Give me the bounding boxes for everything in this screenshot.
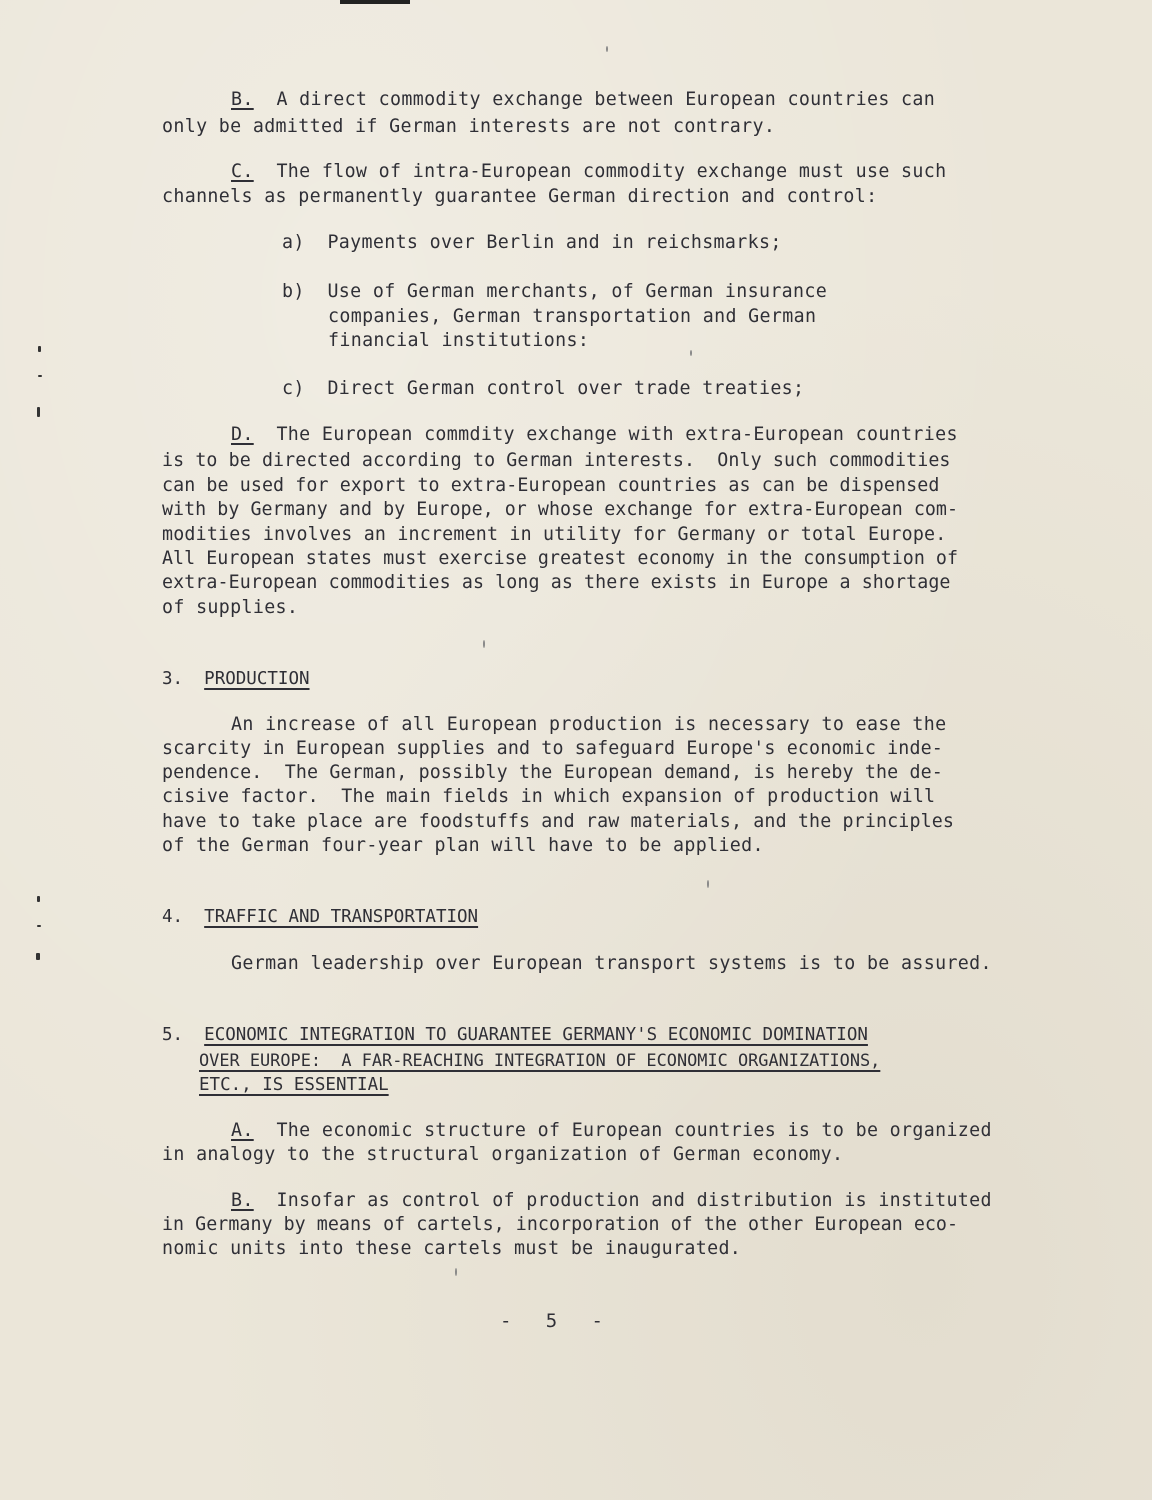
paper-speck xyxy=(690,350,692,356)
section-3-line: An increase of all European production is necessary to ease the xyxy=(231,714,947,735)
para-a-marker: A. xyxy=(231,1120,254,1141)
section-3-heading xyxy=(162,667,310,691)
list-item-a xyxy=(282,231,782,255)
section-4-line: German leadership over European transport systems is to be assured. xyxy=(231,953,992,974)
para-d-line: of supplies. xyxy=(162,597,299,618)
section-5-heading-line xyxy=(199,1048,880,1072)
para-c-line: channels as permanently guarantee German direction and control: xyxy=(162,186,878,207)
top-edge-mark xyxy=(340,0,410,4)
list-item-marker: c) xyxy=(282,378,305,399)
section-4-heading xyxy=(162,905,478,929)
list-item-b-continuation: financial institutions: xyxy=(328,330,590,351)
section-3-line: of the German four-year plan will have to be applied. xyxy=(162,835,764,856)
para-d-line: can be used for export to extra-European countries as can be dispensed xyxy=(162,475,940,496)
paper-speck xyxy=(707,880,709,888)
list-item-c xyxy=(282,377,804,401)
margin-mark xyxy=(38,346,41,352)
section-5-para-b-line: nomic units into these cartels must be inaugurated. xyxy=(162,1238,742,1259)
margin-mark xyxy=(37,925,41,927)
page-number: - 5 - xyxy=(500,1310,603,1332)
section-5-heading xyxy=(162,1023,868,1047)
section-number: 3. xyxy=(162,669,184,689)
section-3-line: have to take place are foodstuffs and raw materials, and the principles xyxy=(162,811,955,832)
section-title: OVER EUROPE: A FAR-REACHING INTEGRATION OF ECONOMIC ORGANIZATIONS, xyxy=(199,1050,881,1070)
list-item-text: Payments over Berlin and in reichsmarks; xyxy=(327,232,782,253)
margin-mark xyxy=(38,375,42,377)
para-b-marker: B. xyxy=(231,89,254,110)
list-item-text: Use of German merchants, of German insurance xyxy=(327,281,828,302)
list-item-marker: a) xyxy=(282,232,305,253)
section-number: 4. xyxy=(162,907,184,927)
section-3-line: pendence. The German, possibly the European demand, is hereby the de- xyxy=(162,762,943,783)
paper-speck xyxy=(606,46,608,52)
para-d-line: is to be directed according to German interests. Only such commodities xyxy=(162,450,951,471)
section-3-line: scarcity in European supplies and to safeguard Europe's economic inde- xyxy=(162,738,943,759)
section-title: PRODUCTION xyxy=(204,669,310,689)
margin-mark xyxy=(37,407,40,417)
para-d-line: All European states must exercise greatest economy in the consumption of xyxy=(162,548,959,569)
section-title: ETC., IS ESSENTIAL xyxy=(199,1075,389,1095)
para-c-line xyxy=(231,160,946,184)
para-a-text: The economic structure of European countries is to be organized xyxy=(276,1120,992,1141)
margin-mark xyxy=(36,953,40,960)
list-item-b-continuation: companies, German transportation and German xyxy=(328,306,817,327)
para-c-text: The flow of intra-European commodity exchange must use such xyxy=(276,161,947,182)
para-d-line: extra-European commodities as long as there exists in Europe a shortage xyxy=(162,572,951,593)
section-5-para-b-line xyxy=(231,1189,992,1213)
para-d-text: The European commdity exchange with extra-European countries xyxy=(276,424,958,445)
margin-mark xyxy=(37,896,40,902)
para-d-marker: D. xyxy=(231,424,254,445)
list-item-b xyxy=(282,280,827,304)
section-title: ECONOMIC INTEGRATION TO GUARANTEE GERMANY'S ECONOMIC DOMINATION xyxy=(204,1025,868,1045)
para-d-line: modities involves an increment in utility for Germany or total Europe. xyxy=(162,524,947,545)
para-d-line xyxy=(231,423,958,447)
para-d-line: with by Germany and by Europe, or whose exchange for extra-European com- xyxy=(162,499,959,520)
section-5-heading-line xyxy=(199,1073,389,1097)
paper-speck xyxy=(483,640,485,648)
para-b-line xyxy=(231,88,935,112)
para-b-line: only be admitted if German interests are not contrary. xyxy=(162,116,776,137)
section-5-para-b-line: in Germany by means of cartels, incorporation of the other European eco- xyxy=(162,1214,959,1235)
para-c-marker: C. xyxy=(231,161,254,182)
para-b-marker: B. xyxy=(231,1190,254,1211)
section-number: 5. xyxy=(162,1025,184,1045)
section-5-para-a-line xyxy=(231,1119,992,1143)
list-item-marker: b) xyxy=(282,281,305,302)
list-item-text: Direct German control over trade treaties; xyxy=(327,378,805,399)
para-b-text: A direct commodity exchange between European countries can xyxy=(276,89,936,110)
paper-speck xyxy=(455,1268,457,1276)
para-b-text: Insofar as control of production and distribution is instituted xyxy=(276,1190,992,1211)
section-5-para-a-line: in analogy to the structural organization of German economy. xyxy=(162,1144,844,1165)
section-3-line: cisive factor. The main fields in which expansion of production will xyxy=(162,786,936,807)
section-title: TRAFFIC AND TRANSPORTATION xyxy=(204,907,479,927)
